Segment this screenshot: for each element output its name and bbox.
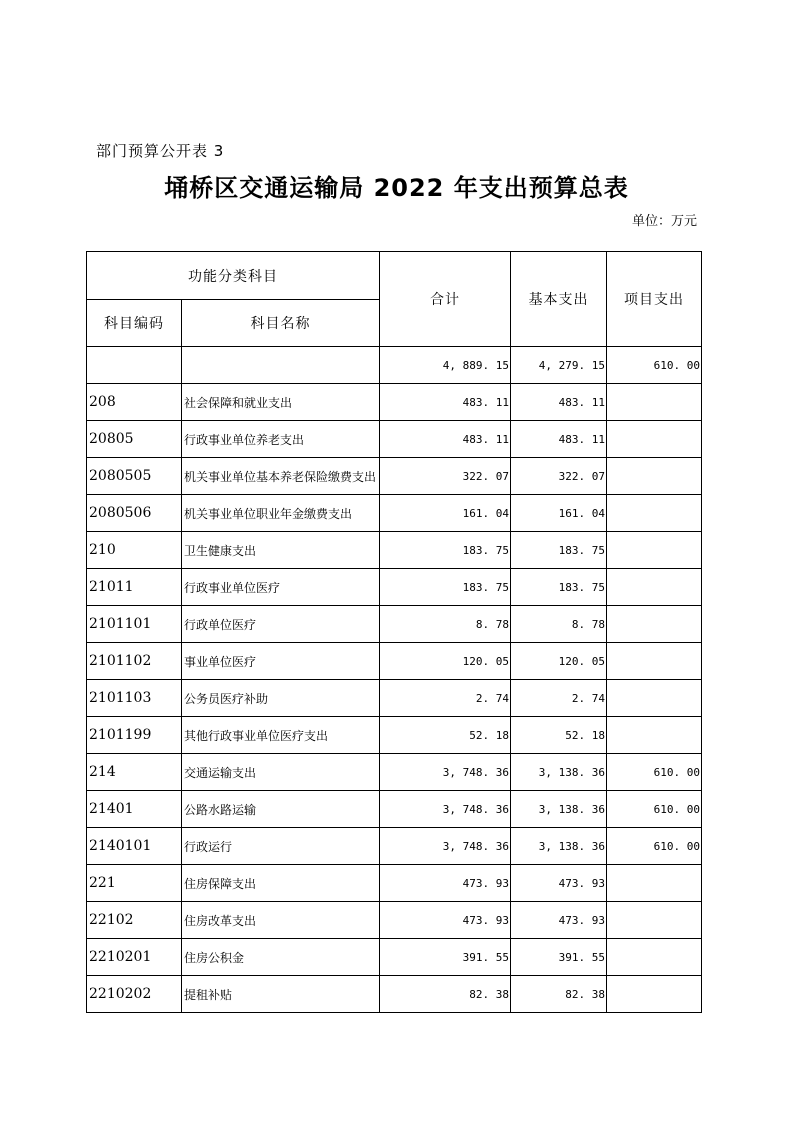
total-cell: 473. 93 — [380, 902, 511, 939]
code-cell: 22102 — [87, 902, 182, 939]
name-cell: 其他行政事业单位医疗支出 — [182, 717, 380, 754]
total-header: 合计 — [380, 252, 511, 347]
subject-name-header: 科目名称 — [182, 300, 380, 347]
basic-cell: 52. 18 — [511, 717, 607, 754]
name-cell: 行政单位医疗 — [182, 606, 380, 643]
total-cell: 161. 04 — [380, 495, 511, 532]
table-row — [87, 532, 702, 569]
unit-label: 单位：万元 — [631, 214, 697, 229]
basic-cell: 391. 55 — [511, 939, 607, 976]
table-row — [87, 976, 702, 1013]
total-cell: 52. 18 — [380, 717, 511, 754]
name-cell: 公务员医疗补助 — [182, 680, 380, 717]
code-cell: 208 — [87, 384, 182, 421]
total-row — [87, 347, 702, 384]
name-cell: 提租补贴 — [182, 976, 380, 1013]
total-cell: 2. 74 — [380, 680, 511, 717]
basic-cell: 483. 11 — [511, 421, 607, 458]
total-cell: 3, 748. 36 — [380, 828, 511, 865]
table-row — [87, 865, 702, 902]
basic-cell: 183. 75 — [511, 569, 607, 606]
basic-cell: 3, 138. 36 — [511, 791, 607, 828]
name-cell: 行政事业单位医疗 — [182, 569, 380, 606]
table-row — [87, 717, 702, 754]
code-cell: 2080505 — [87, 458, 182, 495]
page-title: 埇桥区交通运输局 2022 年支出预算总表 — [164, 174, 629, 202]
table-row — [87, 939, 702, 976]
project-header: 项目支出 — [607, 252, 702, 347]
basic-cell: 161. 04 — [511, 495, 607, 532]
name-cell: 行政事业单位养老支出 — [182, 421, 380, 458]
project-cell — [607, 939, 702, 976]
budget-table — [86, 251, 702, 1013]
basic-cell: 183. 75 — [511, 532, 607, 569]
basic-cell: 3, 138. 36 — [511, 828, 607, 865]
table-row — [87, 495, 702, 532]
basic-cell: 2. 74 — [511, 680, 607, 717]
total-basic-cell: 4, 279. 15 — [511, 347, 607, 384]
project-cell: 610. 00 — [607, 828, 702, 865]
table-row — [87, 791, 702, 828]
total-project-cell: 610. 00 — [607, 347, 702, 384]
table-row — [87, 384, 702, 421]
total-cell: 120. 05 — [380, 643, 511, 680]
table-row — [87, 458, 702, 495]
name-cell: 机关事业单位职业年金缴费支出 — [182, 495, 380, 532]
project-cell — [607, 976, 702, 1013]
code-cell: 2140101 — [87, 828, 182, 865]
header-row — [87, 252, 702, 300]
project-cell — [607, 569, 702, 606]
name-cell: 公路水路运输 — [182, 791, 380, 828]
basic-cell: 8. 78 — [511, 606, 607, 643]
table-row — [87, 680, 702, 717]
basic-cell: 473. 93 — [511, 902, 607, 939]
project-cell — [607, 902, 702, 939]
code-cell: 21011 — [87, 569, 182, 606]
table-row — [87, 569, 702, 606]
name-cell: 行政运行 — [182, 828, 380, 865]
table-row — [87, 606, 702, 643]
name-cell: 住房保障支出 — [182, 865, 380, 902]
total-cell: 391. 55 — [380, 939, 511, 976]
code-cell: 21401 — [87, 791, 182, 828]
project-cell — [607, 643, 702, 680]
name-cell: 住房改革支出 — [182, 902, 380, 939]
form-label: 部门预算公开表 3 — [96, 142, 225, 160]
code-cell: 2101103 — [87, 680, 182, 717]
basic-cell: 82. 38 — [511, 976, 607, 1013]
project-cell: 610. 00 — [607, 754, 702, 791]
total-cell: 183. 75 — [380, 532, 511, 569]
name-cell: 卫生健康支出 — [182, 532, 380, 569]
project-cell — [607, 384, 702, 421]
basic-header: 基本支出 — [511, 252, 607, 347]
code-cell: 210 — [87, 532, 182, 569]
project-cell — [607, 421, 702, 458]
project-cell — [607, 680, 702, 717]
basic-cell: 120. 05 — [511, 643, 607, 680]
project-cell — [607, 532, 702, 569]
name-cell: 事业单位医疗 — [182, 643, 380, 680]
total-cell: 3, 748. 36 — [380, 754, 511, 791]
total-total-cell: 4, 889. 15 — [380, 347, 511, 384]
total-name-cell — [182, 347, 380, 384]
total-cell: 483. 11 — [380, 384, 511, 421]
code-cell: 2210202 — [87, 976, 182, 1013]
code-cell: 2101102 — [87, 643, 182, 680]
name-cell: 交通运输支出 — [182, 754, 380, 791]
total-cell: 483. 11 — [380, 421, 511, 458]
total-cell: 82. 38 — [380, 976, 511, 1013]
project-cell: 610. 00 — [607, 791, 702, 828]
code-cell: 2080506 — [87, 495, 182, 532]
table-row — [87, 754, 702, 791]
project-cell — [607, 606, 702, 643]
basic-cell: 473. 93 — [511, 865, 607, 902]
code-cell: 2101199 — [87, 717, 182, 754]
name-cell: 社会保障和就业支出 — [182, 384, 380, 421]
name-cell: 机关事业单位基本养老保险缴费支出 — [182, 458, 380, 495]
total-cell: 8. 78 — [380, 606, 511, 643]
total-code-cell — [87, 347, 182, 384]
total-cell: 473. 93 — [380, 865, 511, 902]
project-cell — [607, 458, 702, 495]
code-cell: 2210201 — [87, 939, 182, 976]
total-cell: 183. 75 — [380, 569, 511, 606]
basic-cell: 322. 07 — [511, 458, 607, 495]
project-cell — [607, 717, 702, 754]
total-cell: 3, 748. 36 — [380, 791, 511, 828]
basic-cell: 483. 11 — [511, 384, 607, 421]
table-row — [87, 421, 702, 458]
code-cell: 2101101 — [87, 606, 182, 643]
name-cell: 住房公积金 — [182, 939, 380, 976]
project-cell — [607, 495, 702, 532]
subject-code-header: 科目编码 — [87, 300, 182, 347]
total-cell: 322. 07 — [380, 458, 511, 495]
table-row — [87, 902, 702, 939]
code-cell: 20805 — [87, 421, 182, 458]
category-group-header: 功能分类科目 — [87, 252, 380, 300]
table-row — [87, 643, 702, 680]
table-row — [87, 828, 702, 865]
code-cell: 221 — [87, 865, 182, 902]
basic-cell: 3, 138. 36 — [511, 754, 607, 791]
project-cell — [607, 865, 702, 902]
code-cell: 214 — [87, 754, 182, 791]
